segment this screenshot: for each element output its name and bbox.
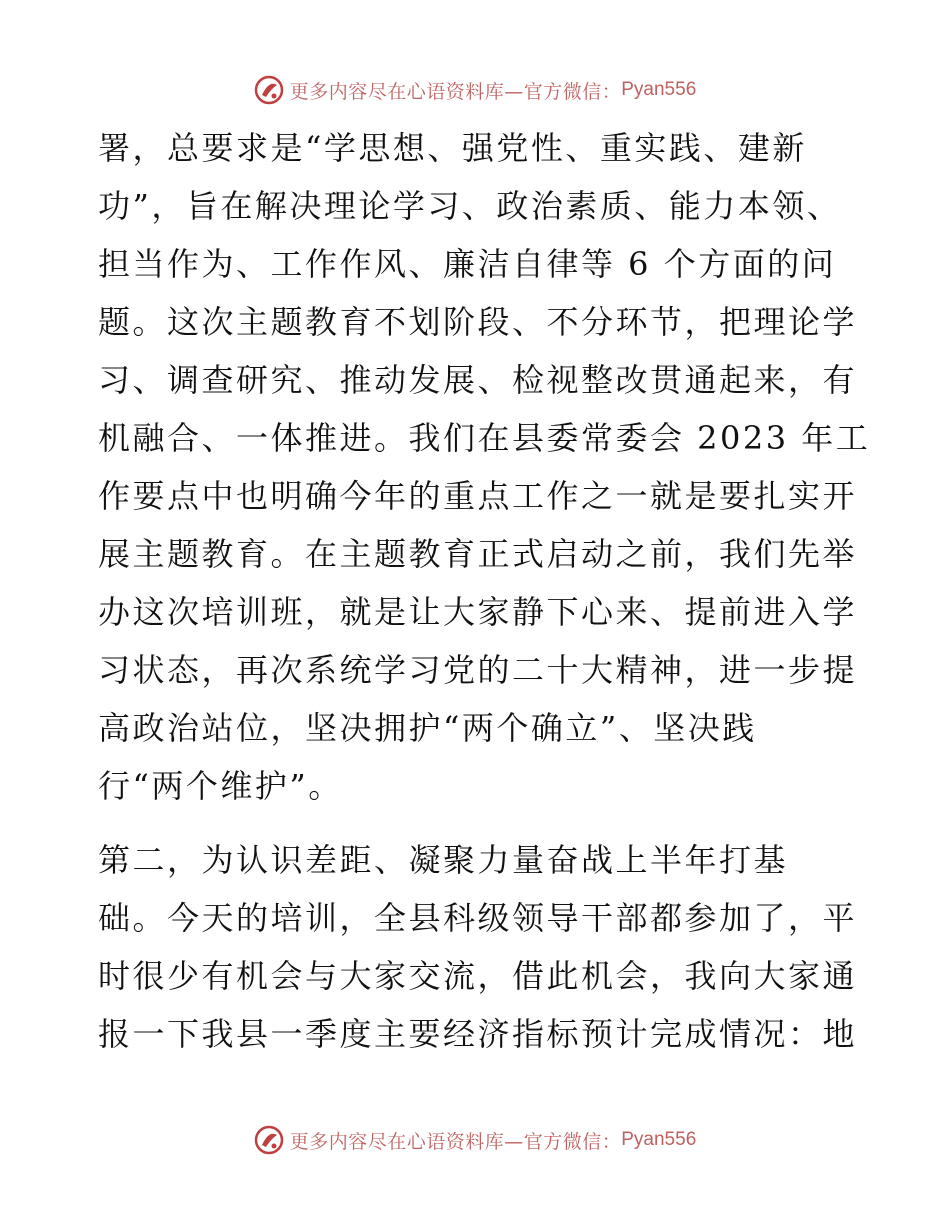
text-line: 报一下我县一季度主要经济指标预计完成情况：地 [98, 1015, 858, 1053]
text-line: 办这次培训班，就是让大家静下心来、提前进入学 [98, 593, 858, 631]
text-line: 行“两个维护”。 [98, 767, 343, 805]
text-line: 机融合、一体推进。我们在县委常委会 2023 年工 [98, 419, 871, 457]
text-line: 时很少有机会与大家交流，借此机会，我向大家通 [98, 957, 858, 995]
watermark-wechat-id: Pyan556 [621, 79, 697, 100]
text-line: 作要点中也明确今年的重点工作之一就是要扎实开 [98, 477, 858, 515]
text-line: 础。今天的培训，全县科级领导干部都参加了，平 [98, 899, 858, 937]
logo-icon [254, 1125, 284, 1155]
text-line: 高政治站位，坚决拥护“两个确立”、坚决践 [98, 709, 757, 747]
text-line: 署，总要求是“学思想、强党性、重实践、建新 [98, 129, 807, 167]
watermark-header [0, 70, 950, 110]
logo-icon [254, 75, 284, 105]
text-line: 担当作为、工作作风、廉洁自律等 6 个方面的问 [98, 245, 837, 283]
text-line: 习状态，再次系统学习党的二十大精神，进一步提 [98, 651, 858, 689]
text-line: 题。这次主题教育不划阶段、不分环节，把理论学 [98, 303, 858, 341]
text-line: 习、调查研究、推动发展、检视整改贯通起来，有 [98, 361, 858, 399]
watermark-footer [0, 1120, 950, 1160]
text-line: 第二，为认识差距、凝聚力量奋战上半年打基 [98, 841, 789, 879]
watermark-wechat-id: Pyan556 [621, 1129, 697, 1150]
text-line: 功”，旨在解决理论学习、政治素质、能力本领、 [98, 187, 842, 225]
text-line: 展主题教育。在主题教育正式启动之前，我们先举 [98, 535, 858, 573]
watermark-text: 更多内容尽在心语资料库—官方微信： [289, 80, 622, 103]
watermark-text: 更多内容尽在心语资料库—官方微信： [289, 1130, 622, 1153]
